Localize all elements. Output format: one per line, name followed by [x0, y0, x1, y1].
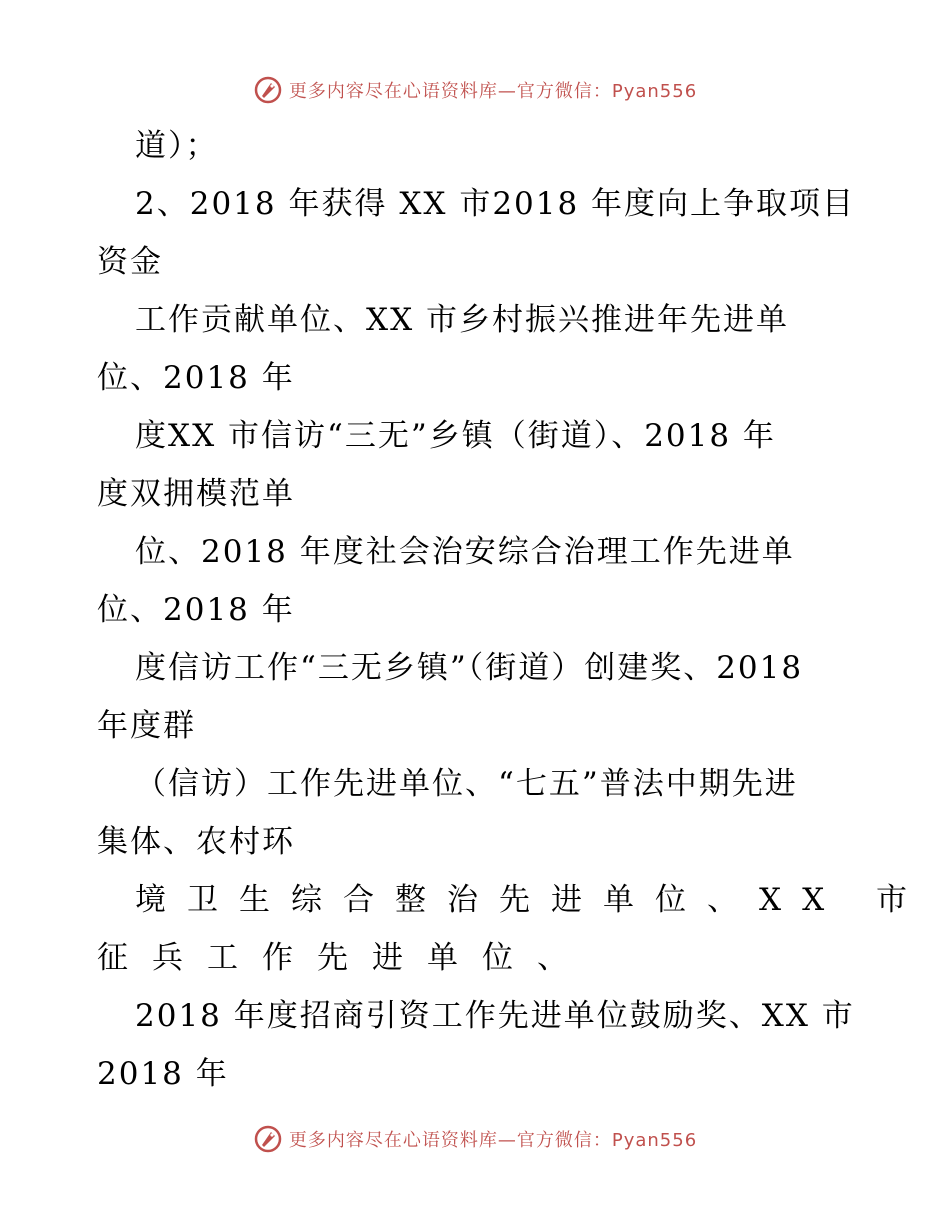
- pen-nib-logo-icon: [253, 1124, 283, 1154]
- banner-text: 更多内容尽在心语资料库—官方微信：Pyan556: [288, 81, 698, 102]
- body-line: 2018 年: [97, 1056, 229, 1092]
- body-line: 度双拥模范单: [97, 476, 295, 512]
- body-line: 道）；: [135, 128, 219, 164]
- body-line: 集体、农村环: [97, 824, 295, 860]
- body-line: 位、2018 年: [97, 360, 295, 396]
- body-line: 度信访工作“三无乡镇”（街道）创建奖、2018: [135, 650, 804, 686]
- body-line: （信访）工作先进单位、“七五”普法中期先进: [135, 766, 798, 802]
- body-line: 位、2018 年: [97, 592, 295, 628]
- body-line: 位、2018 年度社会治安综合治理工作先进单: [135, 534, 795, 570]
- body-line: 年度群: [97, 708, 196, 744]
- body-line: 度XX 市信访“三无”乡镇（街道）、2018 年: [135, 418, 776, 454]
- banner-text: 更多内容尽在心语资料库—官方微信：Pyan556: [288, 1130, 698, 1151]
- body-line: 2018 年度招商引资工作先进单位鼓励奖、XX 市: [135, 998, 855, 1034]
- body-line: 征兵工作先进单位、: [97, 940, 592, 976]
- body-line: 工作贡献单位、XX 市乡村振兴推进年先进单: [135, 302, 789, 338]
- footer-banner: [0, 1119, 950, 1159]
- body-line: 2、2018 年获得 XX 市2018 年度向上争取项目: [135, 186, 856, 222]
- body-line: 境卫生综合整治先进单位、XX 市: [135, 882, 928, 918]
- body-line: 资金: [97, 244, 163, 280]
